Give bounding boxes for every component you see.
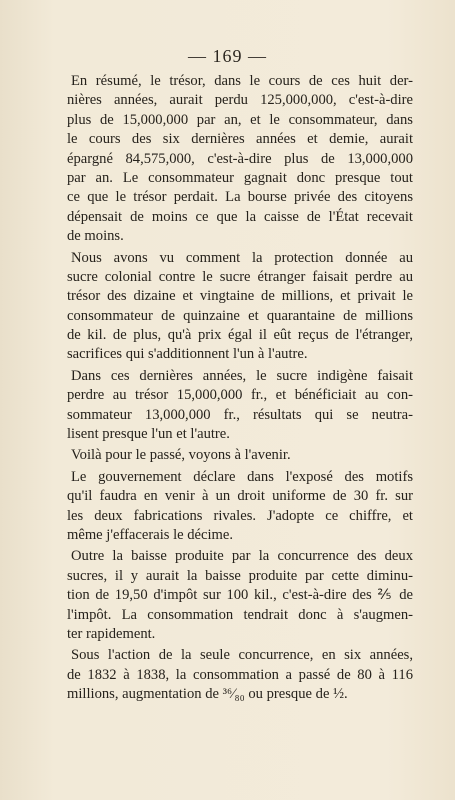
text-line: tion de 19,50 d'impôt sur 100 kil., c'est-à-dire des ⅖ de [67,587,413,604]
text-line: ce que le trésor perdait. La bourse privée des citoyens [67,189,413,206]
text-line: nières années, aurait perdu 125,000,000, c'est-à-dire [67,92,413,109]
text-line: Dans ces dernières années, le sucre indigène faisait [71,367,413,384]
text-line: le cours des six dernières années et demie, aurait [67,131,413,148]
text-line: par an. Le consommateur gagnait donc presque tout [67,169,413,186]
text-line: perdre au trésor 15,000,000 fr., et bénéficiait au con- [67,387,413,404]
paragraph [67,547,413,644]
text-line: ter rapidement. [67,625,156,642]
paragraph [67,367,413,445]
text-line: sommateur 13,000,000 fr., résultats qui se neutra- [67,406,413,423]
text-line: Nous avons vu comment la protection donnée au [71,249,413,266]
text-line: Sous l'action de la seule concurrence, en six années, [71,647,413,664]
text-line: les deux fabrications rivales. J'adopte ce chiffre, et [67,507,413,524]
text-line: trésor des dizaine et vingtaine de millions, et privait le [67,288,413,305]
text-line: Outre la baisse produite par la concurrence des deux [71,548,413,565]
text-line: qu'il faudra en venir à un droit uniforme de 30 fr. sur [67,488,413,505]
text-line: dépensait de moins ce que la caisse de l'État recevait [67,208,413,225]
paragraph [67,72,413,247]
text-line: En résumé, le trésor, dans le cours de ces huit der- [71,73,413,89]
paragraph [67,249,413,365]
text-line: sucre colonial contre le sucre étranger faisait perdre au [67,268,413,285]
text-line: de 1832 à 1838, la consommation a passé de 80 à 116 [67,666,413,683]
text-line: l'impôt. La consommation tendrait donc à s'augmen- [67,606,413,623]
text-line: millions, augmentation de ³⁶⁄₈₀ ou presque de ½. [67,686,348,703]
page-body [67,72,413,707]
text-line: sacrifices qui s'additionnent l'un à l'autre. [67,346,308,363]
text-line: plus de 15,000,000 par an, et le consommateur, dans [67,111,413,128]
text-line: consommateur de quinzaine et quarantaine de millions [67,307,413,324]
text-line: de kil. de plus, qu'à prix égal il eût reçus de l'étranger, [67,327,413,344]
text-line: de moins. [67,228,124,245]
page-number: — 169 — [188,46,267,66]
text-line: épargné 84,575,000, c'est-à-dire plus de 13,000,000 [67,150,413,167]
paragraph [67,468,413,546]
text-line: Voilà pour le passé, voyons à l'avenir. [71,447,291,464]
text-line: sucres, il y aurait la baisse produite par cette diminu- [67,567,413,584]
text-line: même j'effacerais le décime. [67,526,234,543]
text-line: Le gouvernement déclare dans l'exposé des motifs [71,468,413,485]
text-line: lisent presque l'un et l'autre. [67,426,230,443]
paragraph [67,646,413,704]
paragraph [67,446,413,465]
